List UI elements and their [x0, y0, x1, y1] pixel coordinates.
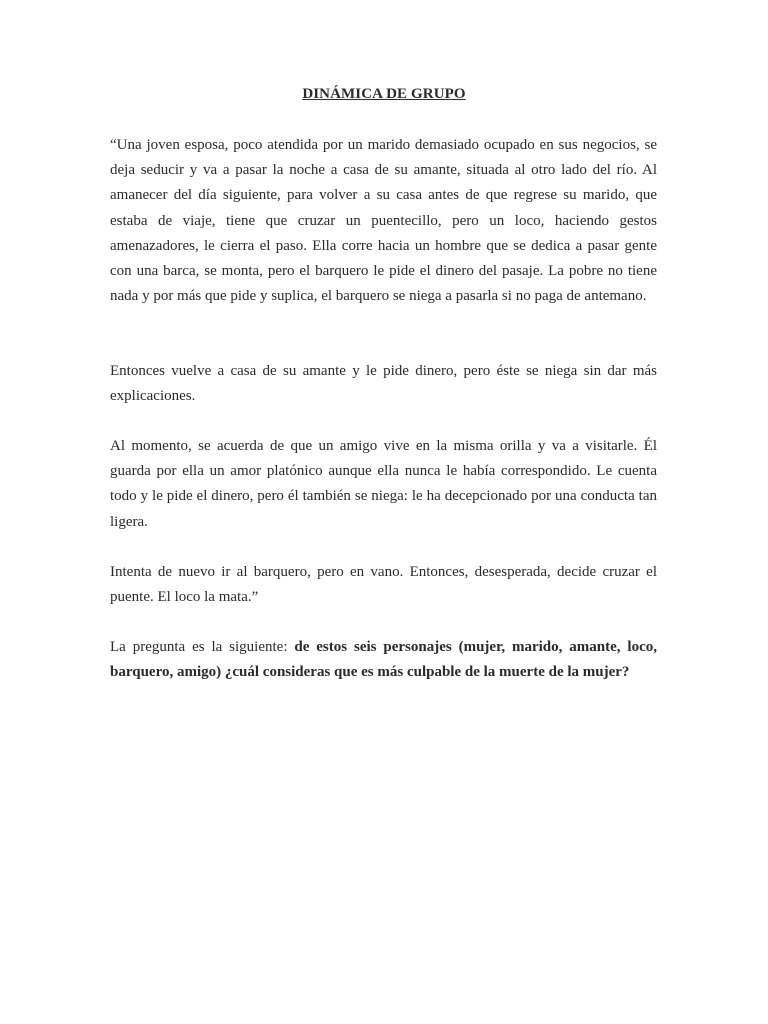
- paragraph-ending: Intenta de nuevo ir al barquero, pero en vano. Entonces, desesperada, decide cruzar el puente. El loco la mata.”: [110, 564, 657, 606]
- question-intro: La pregunta es la siguiente:: [110, 639, 295, 655]
- paragraph-lover: Entonces vuelve a casa de su amante y le pide dinero, pero éste se niega sin dar más explicaciones.: [110, 363, 657, 405]
- document-title: DINÁMICA DE GRUPO: [302, 86, 466, 102]
- paragraph-question: [110, 635, 657, 685]
- paragraph-story-intro: “Una joven esposa, poco atendida por un marido demasiado ocupado en sus negocios, se deja seducir y va a pasar la noche a casa de su amante, situada al otro lado del río. Al amanecer del día siguiente, para volver a su casa antes de que regrese su marido, que estaba de viaje, tiene que cruzar un puentecillo, pero un loco, haciendo gestos amenazadores, le cierra el paso. Ella corre hacia un hombre que se dedica a pasar gente con una barca, se monta, pero el barquero le pide el dinero del pasaje. La pobre no tiene nada y por más que pide y suplica, el barquero se niega a pasarla si no paga de antemano.: [110, 137, 657, 305]
- question-bold: de estos seis personajes (mujer, marido, amante, loco, barquero, amigo) ¿cuál consideras que es más culpable de la muerte de la mujer?: [110, 639, 657, 681]
- paragraph-friend: Al momento, se acuerda de que un amigo vive en la misma orilla y va a visitarle. Él guarda por ella un amor platónico aunque ella nunca le había correspondido. Le cuenta todo y le pide el dinero, pero él también se niega: le ha decepcionado por una conducta tan ligera.: [110, 438, 657, 530]
